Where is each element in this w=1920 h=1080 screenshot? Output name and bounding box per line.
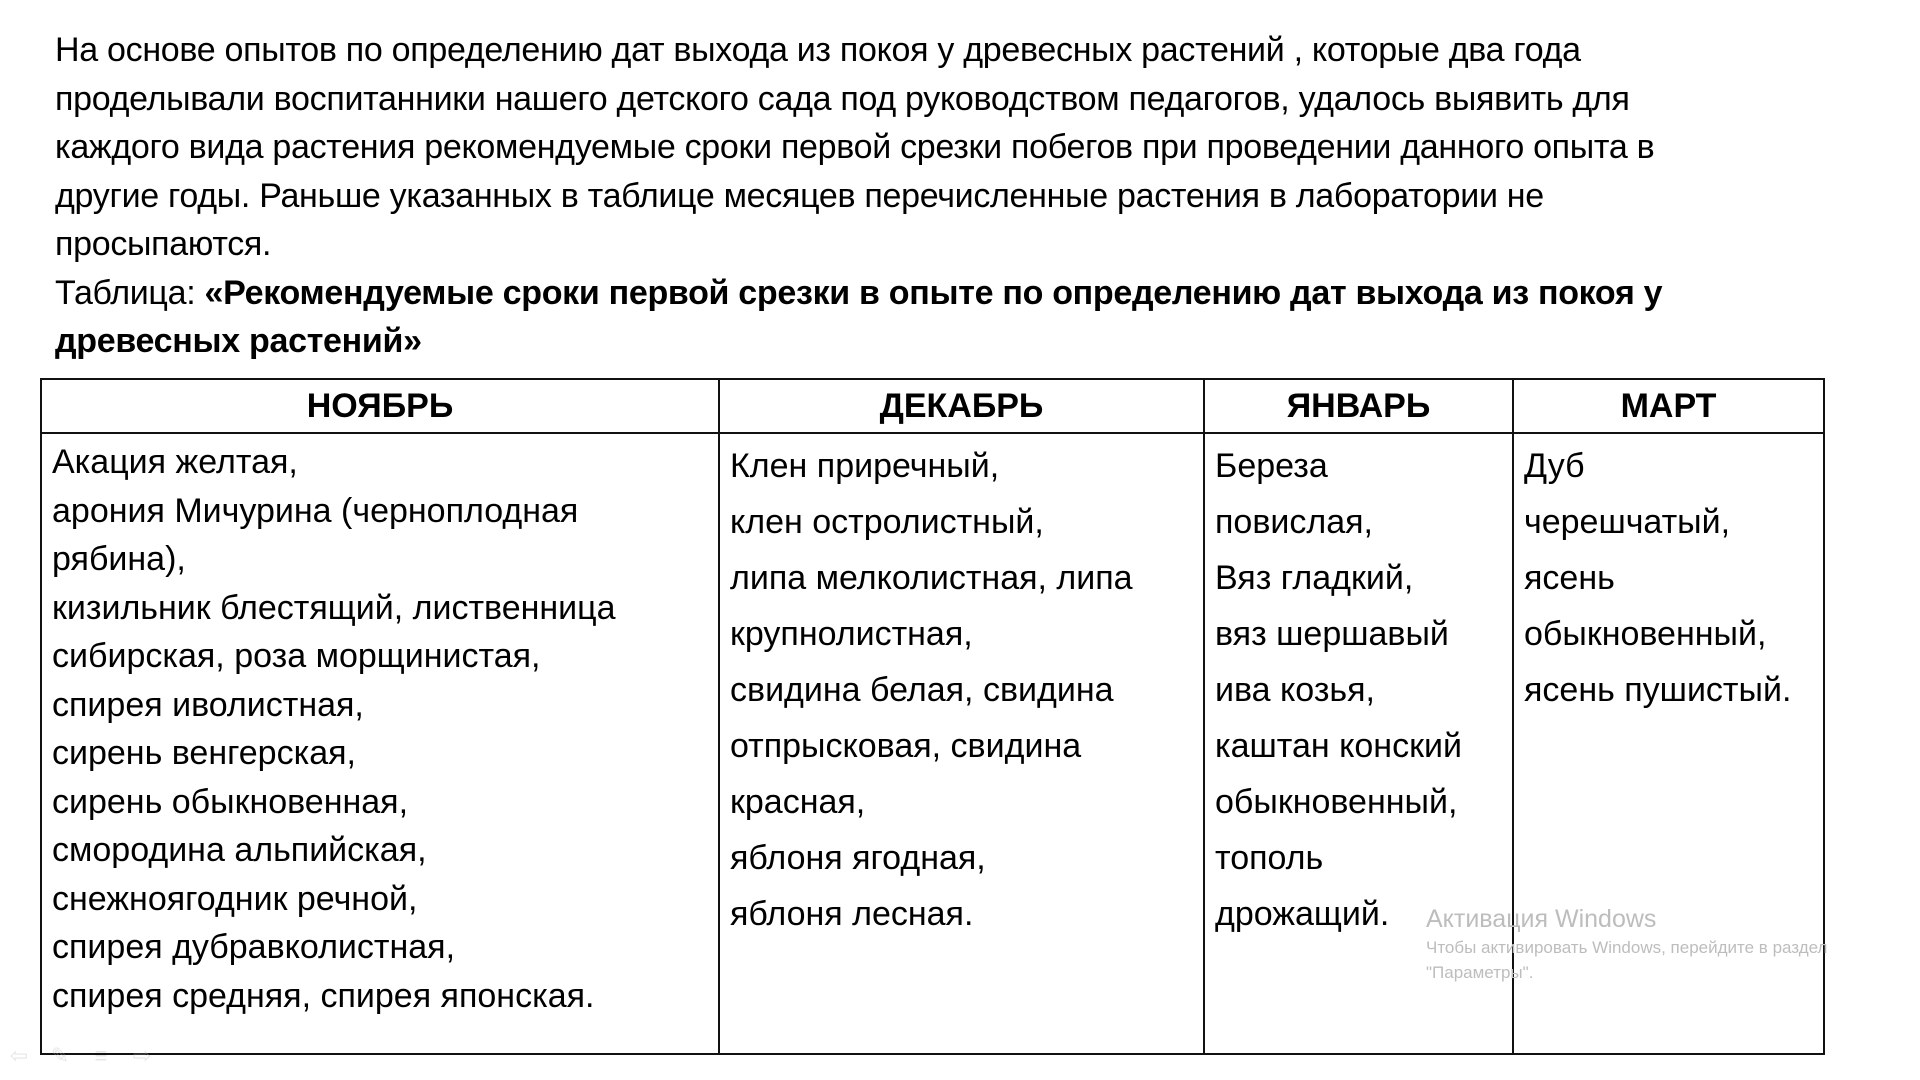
plant-list-item: обыкновенный, — [1215, 783, 1458, 821]
plant-list-item: черешчатый, — [1524, 503, 1731, 541]
table-caption — [55, 269, 1885, 366]
plant-list-item: Береза — [1215, 447, 1328, 485]
pen-icon[interactable]: ✎ — [50, 1043, 70, 1068]
plant-list-item: сибирская, роза морщинистая, — [52, 637, 541, 675]
plant-list-item: тополь — [1215, 839, 1324, 877]
plant-list-item: спирея средняя, спирея японская. — [52, 976, 595, 1015]
plant-list-item: вяз шершавый — [1215, 615, 1449, 653]
plant-list-item: крупнолистная, — [730, 615, 973, 653]
plant-list-item: Дуб — [1524, 447, 1585, 485]
caption-prefix: Таблица: — [55, 273, 205, 312]
intro-line: На основе опытов по определению дат выхода из покоя у древесных растений , которые два года — [55, 31, 1581, 69]
plant-list-item: яблоня ягодная, — [730, 839, 986, 877]
plant-list-item: ясень — [1524, 559, 1615, 597]
slide-controls — [8, 1045, 153, 1067]
intro-line: каждого вида растения рекомендуемые сроки первой срезки побегов при проведении данного опыта в — [55, 128, 1655, 166]
plant-list-item: арония Мичурина (черноплодная — [52, 491, 579, 530]
arrow-right-icon[interactable]: ⇨ — [132, 1043, 152, 1068]
intro-text — [55, 26, 1885, 366]
header-january: ЯНВАРЬ — [1204, 379, 1513, 433]
plant-list-item: отпрысковая, свидина — [730, 727, 1082, 765]
intro-line: другие годы. Раньше указанных в таблице месяцев перечисленные растения в лаборатории не — [55, 176, 1544, 215]
plant-list-item: кизильник блестящий, лиственница — [52, 588, 616, 627]
cell-november — [41, 433, 719, 1054]
plant-list-item: красная, — [730, 783, 866, 821]
cell-march — [1513, 433, 1824, 1054]
header-november: НОЯБРЬ — [41, 379, 719, 433]
plant-list-item: клен остролистный, — [730, 503, 1044, 541]
arrow-left-icon[interactable]: ⇦ — [9, 1043, 29, 1068]
intro-line: просыпаются. — [55, 225, 272, 263]
header-row — [41, 379, 1824, 433]
plants-table — [40, 378, 1828, 1055]
watermark-line-1: Чтобы активировать Windows, перейдите в раздел — [1426, 938, 1828, 957]
header-march: МАРТ — [1513, 379, 1824, 433]
plant-list-item: рябина), — [52, 540, 186, 578]
cell-january — [1204, 433, 1513, 1054]
plant-list-item: ясень пушистый. — [1524, 671, 1792, 709]
menu-icon[interactable]: ≡ — [94, 1043, 108, 1068]
plant-list-item: обыкновенный, — [1524, 615, 1767, 653]
plant-list-item: спирея дубравколистная, — [52, 928, 456, 966]
plant-list-item: Акация желтая, — [52, 443, 298, 481]
plant-list-item: Клен приречный, — [730, 447, 1000, 485]
plant-list-item: снежноягодник речной, — [52, 879, 418, 918]
plant-list-item: спирея иволистная, — [52, 685, 364, 724]
watermark-line-2: "Параметры". — [1426, 963, 1534, 982]
caption-line-1 — [55, 269, 1885, 318]
plant-list-item: повислая, — [1215, 503, 1373, 541]
caption-title: «Рекомендуемые сроки первой срезки в опыте по определению дат выхода из покоя у — [204, 273, 1663, 312]
plant-list-item: свидина белая, свидина — [730, 671, 1114, 709]
intro-line: проделывали воспитанники нашего детского сада под руководством педагогов, удалось выявить для — [55, 79, 1630, 118]
caption-title-line-2: древесных растений» — [55, 322, 422, 360]
plant-list-item: сирень обыкновенная, — [52, 782, 409, 821]
table-row — [41, 433, 1824, 1054]
intro-paragraph — [55, 26, 1885, 269]
header-december: ДЕКАБРЬ — [719, 379, 1204, 433]
plant-list-item: яблоня лесная. — [730, 895, 974, 933]
plant-list-item: смородина альпийская, — [52, 831, 427, 869]
cell-december — [719, 433, 1204, 1054]
plant-list-item: липа мелколистная, липа — [730, 559, 1133, 597]
plant-list-item: ива козья, — [1215, 671, 1375, 709]
plant-list-item: каштан конский — [1215, 727, 1462, 765]
plant-list-item: Вяз гладкий, — [1215, 559, 1414, 597]
plant-list-item: сирень венгерская, — [52, 734, 356, 772]
watermark-title: Активация Windows — [1426, 905, 1657, 933]
plant-list-item: дрожащий. — [1215, 895, 1390, 933]
